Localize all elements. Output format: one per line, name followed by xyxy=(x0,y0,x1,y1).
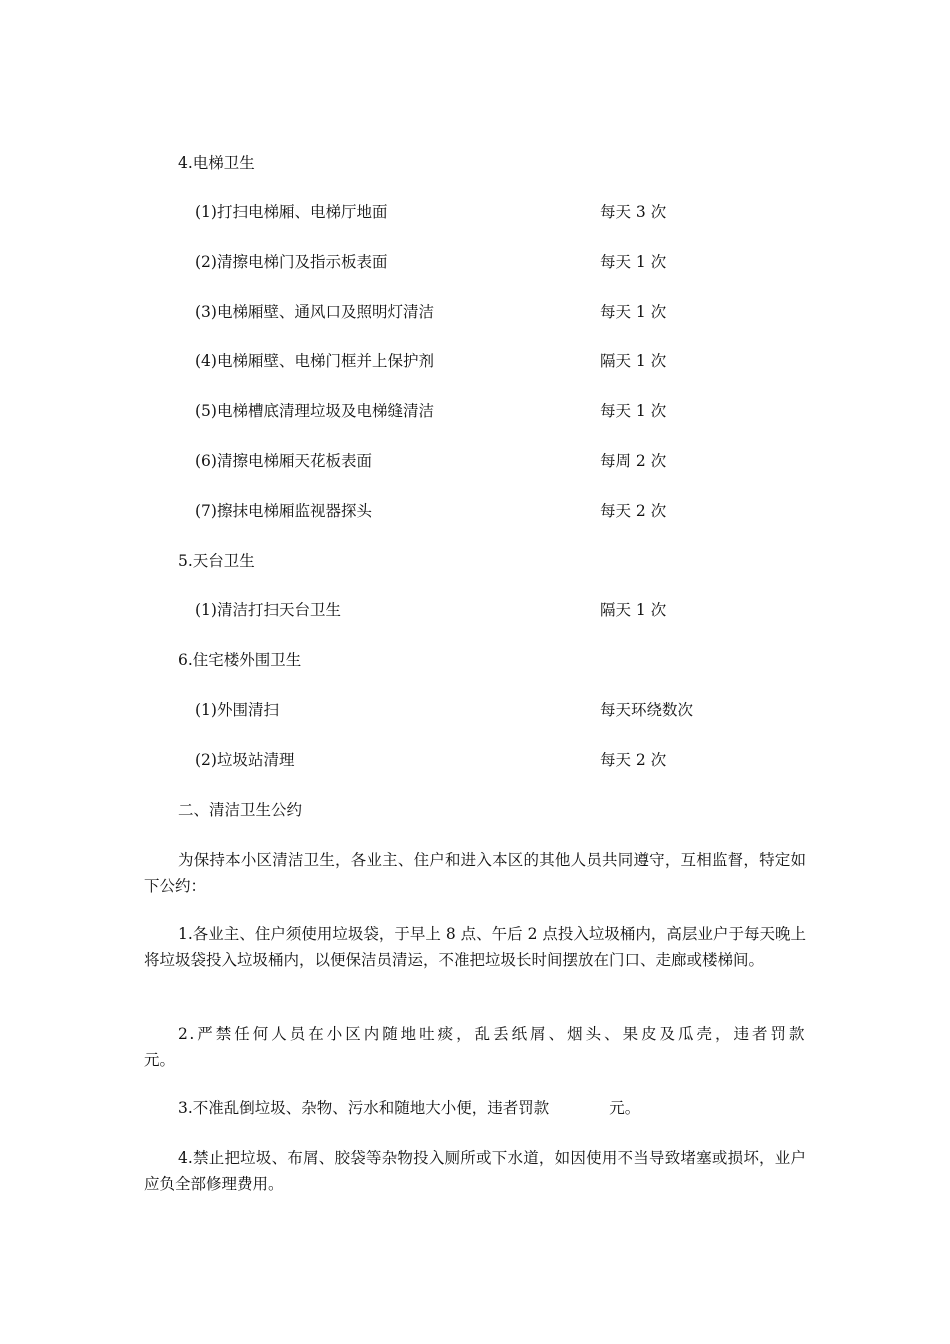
convention-rule-4 xyxy=(144,1145,806,1197)
intro-text: 为保持本小区清洁卫生，各业主、住户和进入本区的其他人员共同遵守，互相监督，特定如下公约： xyxy=(144,851,806,895)
section-heading: 5.天台卫生 xyxy=(178,552,255,570)
task-frequency: 每天 3 次 xyxy=(600,203,667,221)
task-frequency: 隔天 1 次 xyxy=(600,352,667,370)
rule-3-text xyxy=(144,1095,806,1121)
task-label: (5)电梯槽底清理垃圾及电梯缝清洁 xyxy=(195,402,434,420)
task-frequency: 每天 1 次 xyxy=(600,303,667,321)
task-frequency: 隔天 1 次 xyxy=(600,601,667,619)
task-label: (1)清洁打扫天台卫生 xyxy=(195,601,341,619)
task-frequency: 每天 2 次 xyxy=(600,502,667,520)
convention-rule-1 xyxy=(144,921,806,973)
task-label: (2)清擦电梯门及指示板表面 xyxy=(195,253,388,271)
section-heading: 6.住宅楼外围卫生 xyxy=(178,651,302,669)
task-label: (7)擦抹电梯厢监视器探头 xyxy=(195,502,372,520)
rule-4-text: 4.禁止把垃圾、布屑、胶袋等杂物投入厕所或下水道，如因使用不当导致堵塞或损坏，业户应负全部修理费用。 xyxy=(144,1149,806,1193)
task-label: (6)清擦电梯厢天花板表面 xyxy=(195,452,372,470)
task-frequency: 每天环绕数次 xyxy=(600,701,694,719)
task-frequency: 每天 1 次 xyxy=(600,402,667,420)
rule-2-line-2: 元。 xyxy=(144,1051,176,1069)
task-label: (4)电梯厢壁、电梯门框并上保护剂 xyxy=(195,352,434,370)
rule-3-pre: 3.不准乱倒垃圾、杂物、污水和随地大小便，违者罚款 xyxy=(178,1099,550,1117)
task-frequency: 每天 2 次 xyxy=(600,751,667,769)
task-label: (1)打扫电梯厢、电梯厅地面 xyxy=(195,203,388,221)
rule-1-text: 1.各业主、住户须使用垃圾袋，于早上 8 点、午后 2 点投入垃圾桶内，高层业户于每天晚上将垃圾袋投入垃圾桶内，以便保洁员清运，不准把垃圾长时间摆放在门口、走廊或楼梯间。 xyxy=(144,925,806,969)
task-frequency: 每天 1 次 xyxy=(600,253,667,271)
convention-rule-3 xyxy=(144,1095,806,1121)
rule-2-line-1: 2.严禁任何人员在小区内随地吐痰，乱丢纸屑、烟头、果皮及瓜壳，违者罚款 xyxy=(178,1025,806,1043)
rule-3-post: 元。 xyxy=(609,1099,641,1117)
task-frequency: 每周 2 次 xyxy=(600,452,667,470)
task-label: (3)电梯厢壁、通风口及照明灯清洁 xyxy=(195,303,434,321)
task-label: (2)垃圾站清理 xyxy=(195,751,295,769)
section-heading: 4.电梯卫生 xyxy=(178,154,255,172)
convention-rule-2 xyxy=(144,1021,806,1073)
convention-title: 二、清洁卫生公约 xyxy=(178,801,303,819)
convention-intro xyxy=(144,847,806,899)
task-label: (1)外围清扫 xyxy=(195,701,279,719)
